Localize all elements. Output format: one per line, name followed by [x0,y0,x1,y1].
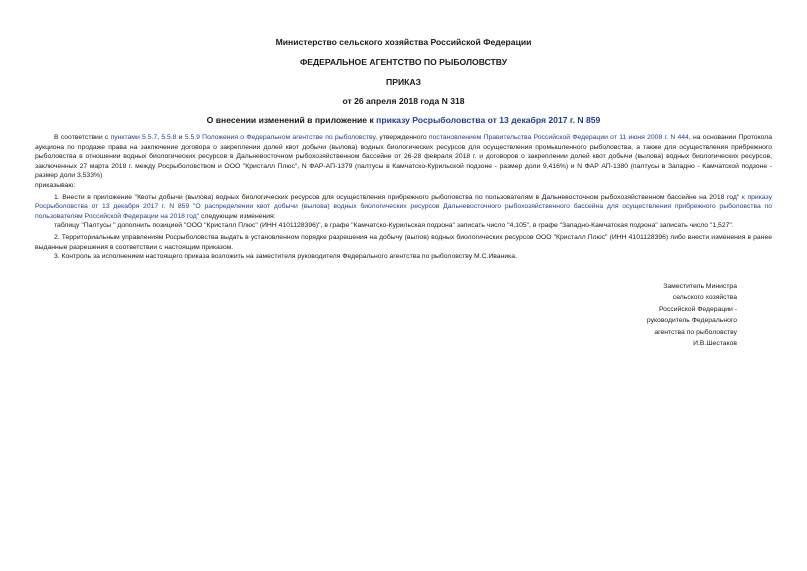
preamble-text: В соответствии с [54,134,111,141]
link-clause-558[interactable]: 5.5.8 [161,134,177,141]
document-type: ПРИКАЗ [386,77,421,87]
preamble-text: , на основании Протокола аукциона по продаже права на заключение договора о закреплении долей квот добычи (вылова) водных биологических ресурсов для осуществления промышленного рыболовства, а также для осуществления прибрежного рыболовства в отношении водных биологических ресурсов в Дальневосточном рыбохозяйственном бассейне от 26-28 февраля 2018 г. и договоров о закреплении долей квот добычи (вылова) водных биологических ресурсов, заключенных 27 марта 2018 г. между Росрыболовством и ООО "Кристалл Плюс", N ФАР-АП-1379 (палтусы в Камчатско-Курильской подзоне - размер доли 9,416%) и N ФАР АП-1380 (палтусы в Западно - Камчатской подзоне - размер доли 3,533%) [35,134,772,180]
item-1-text: 1. Внести в приложение "Квоты добычи (вылова) водных биологических ресурсов для осуществления прибрежного рыболовства по пользователям в Дальневосточном рыбохозяйственном бассейне на 2018 год" [54,193,742,201]
preamble-text: , утвержденного [375,134,429,141]
preamble-paragraph [35,133,772,181]
date-number: от 26 апреля 2018 года N 318 [342,96,465,106]
preamble-text: и [176,134,185,141]
link-clause-557[interactable]: пунктами 5.5.7 [110,134,158,141]
link-clause-559[interactable]: 5.5.9 Положения о Федеральном агентстве по рыболовству [184,134,376,141]
agency-heading: ФЕДЕРАЛЬНОЕ АГЕНТСТВО ПО РЫБОЛОВСТВУ [299,57,508,67]
link-government-decree[interactable]: постановлением Правительства Российской Федерации от 11 июня 2008 г. N 444 [428,134,689,141]
link-order-859[interactable]: к приказу Росрыболовства от 13 декабря 2017 г. N 859 [35,193,772,211]
document-title [35,115,772,126]
item-1 [35,193,772,222]
signature-block [647,281,737,349]
preamble-text: , [157,134,162,141]
item-3: 3. Контроль за исполнением настоящего приказа возложить на заместителя руководителя Федерального агентства по рыболовству М.С.Иваника. [54,253,517,261]
item-1-sub: таблицу "Палтусы " дополнить позицией "ООО "Кристалл Плюс" (ИНН 4101128396)", в графе "Камчатско-Курильская подзона" записать число "4,105", в графе "Западно-Камчатская подзона" записать число "1,527". [54,222,734,230]
document-body [35,133,772,262]
signature-line: руководитель Федерального [646,317,737,325]
link-order-859-title[interactable]: "О распределении квот добычи (вылова) водных биологических ресурсов Дальневосточного рыбохозяйственного бассейна для осуществления прибрежного рыболовства по пользователям Российской Федерации на 2018 год" [35,203,773,220]
signatory-name: И.В.Шестаков [693,340,737,348]
title-text: О внесении изменений в приложение к [206,115,377,125]
signature-line: сельского хозяйства [672,294,737,302]
order-word: приказываю: [35,181,76,189]
item-2: 2. Территориальным управлениям Росрыболовства выдать в установленном порядке разрешения на добычу (вылов) водных биологических ресурсов ООО "Кристалл Плюс" (ИНН 4101128396) либо внести изменения в ранее выданные разрешения в соответствии с настоящим приказом. [35,233,772,251]
item-1-text: следующие изменения: [199,212,276,220]
signature-line: агентства по рыболовству [654,328,737,336]
signature-line: Заместитель Министра [663,283,737,290]
ministry-heading: Министерство сельского хозяйства Российской Федерации [275,37,532,47]
title-link[interactable]: приказу Росрыболовства от 13 декабря 2017 г. N 859 [376,115,601,125]
signature-line: Российской Федерации - [658,305,737,313]
